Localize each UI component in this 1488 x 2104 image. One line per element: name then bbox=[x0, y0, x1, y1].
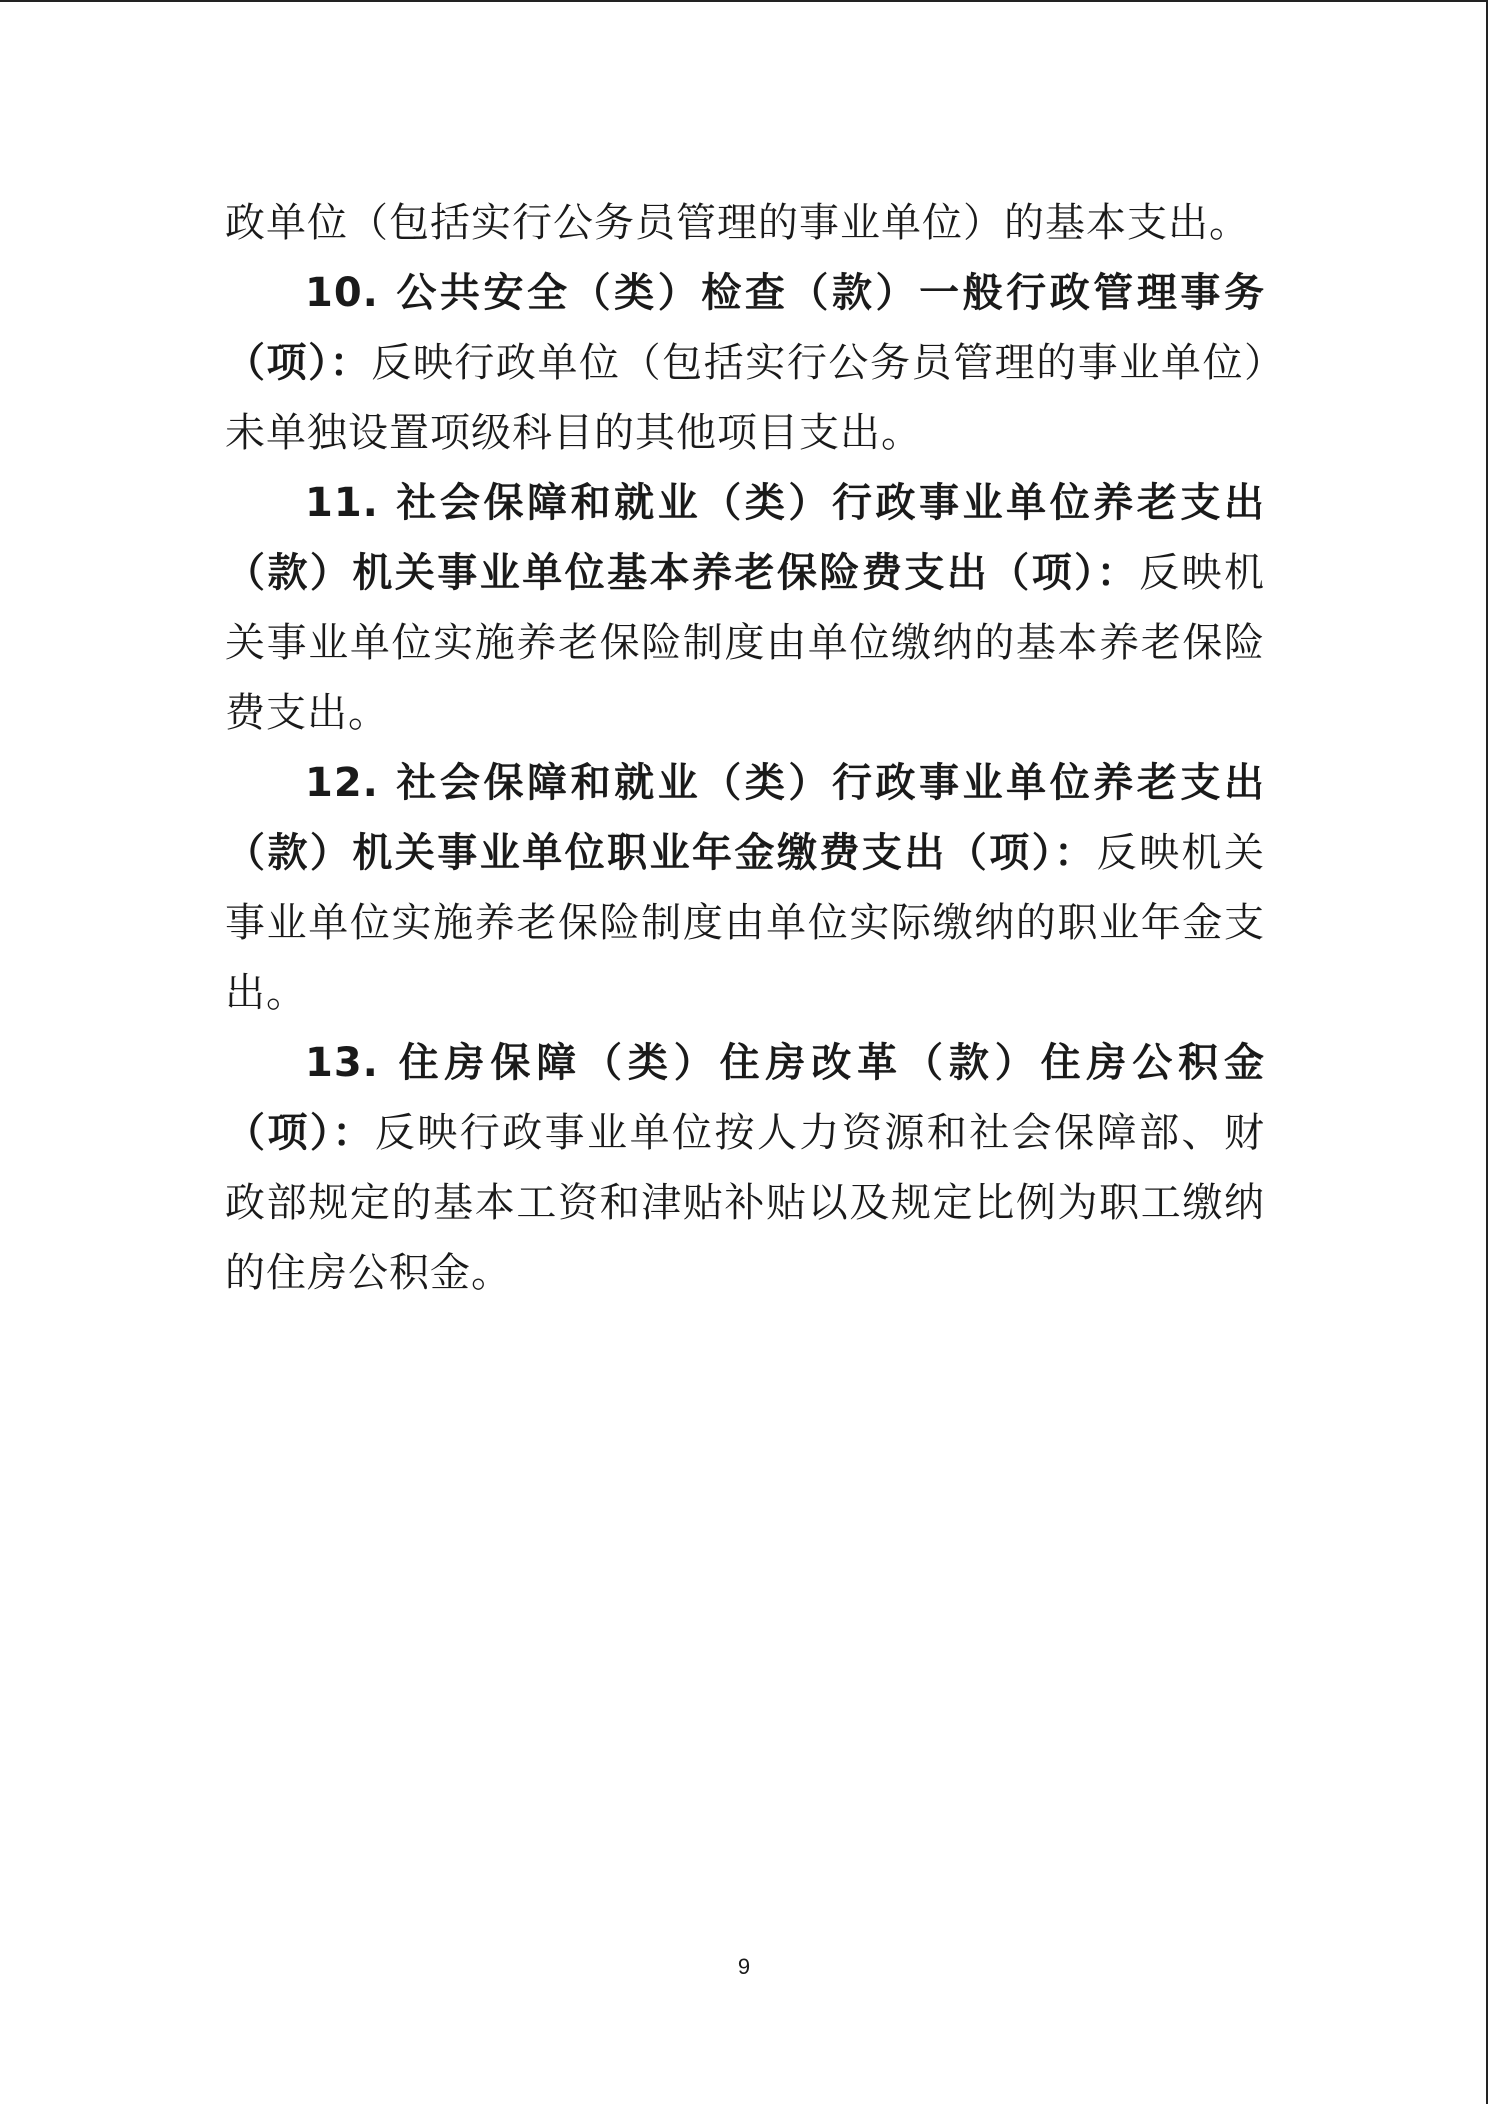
paragraph-heading: 12. 社会保障和就业（类）行政事业单位养老支出（款）机关事业单位职业年金缴费支出（项）： bbox=[225, 760, 1265, 876]
document-body bbox=[225, 188, 1265, 1308]
paragraph-item-13 bbox=[225, 1028, 1265, 1308]
paragraph-item-10 bbox=[225, 258, 1265, 468]
page-number: 9 bbox=[737, 1954, 751, 1979]
paragraph-text: 反映机关事业单位实施养老保险制度由单位缴纳的基本养老保险费支出。 bbox=[225, 550, 1266, 736]
paragraph-text: 反映行政单位（包括实行公务员管理的事业单位）未单独设置项级科目的其他项目支出。 bbox=[225, 340, 1266, 456]
paragraph-item-12 bbox=[225, 748, 1265, 1028]
paragraph-heading: 13. 住房保障（类）住房改革（款）住房公积金（项）： bbox=[225, 1040, 1265, 1156]
paragraph-continuation bbox=[225, 188, 1265, 258]
paragraph-item-11 bbox=[225, 468, 1265, 748]
paragraph-text: 反映机关事业单位实施养老保险制度由单位实际缴纳的职业年金支出。 bbox=[225, 830, 1265, 1016]
paragraph-heading: 11. 社会保障和就业（类）行政事业单位养老支出（款）机关事业单位基本养老保险费支出（项）： bbox=[225, 480, 1265, 596]
paragraph-heading: 10. 公共安全（类）检查（款）一般行政管理事务（项）： bbox=[225, 270, 1265, 386]
paragraph-text: 政单位（包括实行公务员管理的事业单位）的基本支出。 bbox=[225, 200, 1250, 246]
paragraph-text: 反映行政事业单位按人力资源和社会保障部、财政部规定的基本工资和津贴补贴以及规定比例为职工缴纳的住房公积金。 bbox=[225, 1110, 1266, 1296]
